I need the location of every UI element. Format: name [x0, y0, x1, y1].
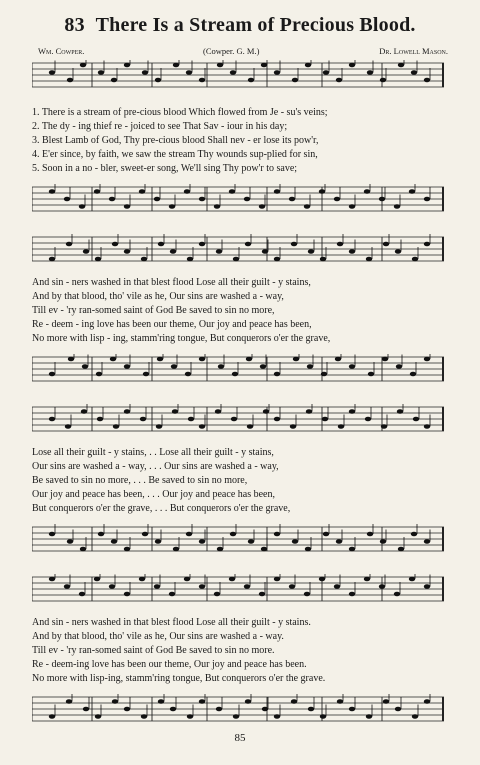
staff-lines	[32, 184, 444, 214]
lyric-line: Our sins are washed a - way, . . . Our sins are washed a - way,	[32, 461, 279, 472]
lyric-line: Our joy and peace has been, . . . Our joy and peace has been,	[32, 489, 275, 500]
bass-staff	[32, 354, 444, 384]
staff-lines	[32, 234, 444, 264]
lyrics-block-2	[32, 276, 444, 346]
hymn-title-row	[0, 14, 480, 37]
staff-lines	[32, 574, 444, 604]
lyric-line: And by that blood, tho' vile as he, Our sins are washed a - way.	[32, 631, 284, 642]
lyric-line: 3. Blest Lamb of God, Thy pre-cious blood Shall nev - er lose its pow'r,	[32, 135, 319, 146]
lyrics-block-3	[32, 446, 444, 516]
lyric-line: But conquerors o'er the grave, . . . But conquerors o'er the grave,	[32, 503, 291, 514]
lyric-line: Re - deem - ing love has been our theme, Our joy and peace has been,	[32, 319, 312, 330]
staff-lines	[32, 60, 444, 90]
hymn-number: 83	[64, 14, 85, 36]
hymn-title: There Is a Stream of Precious Blood.	[95, 14, 416, 36]
staff-lines	[32, 524, 444, 554]
tune-name: (Cowper. G. M.)	[203, 46, 260, 56]
lyric-line: No more with lisp - ing, stamm'ring tongue, But conquerors o'er the grave,	[32, 333, 331, 344]
treble-staff	[32, 574, 444, 604]
lyric-line: And by that blood, tho' vile as he, Our sins are washed a - way,	[32, 291, 284, 302]
treble-staff	[32, 404, 444, 434]
lyric-line: Re - deem-ing love has been our theme, Our joy and peace has been.	[32, 659, 307, 670]
music-credit: Dr. Lowell Mason.	[379, 46, 448, 56]
bass-staff	[32, 694, 444, 724]
lyric-line: 4. E'er since, by faith, we saw the stream Thy wounds sup-plied for sin,	[32, 149, 318, 160]
staff-lines	[32, 404, 444, 434]
lyric-line: Till ev - 'ry ran-somed saint of God Be saved to sin no more.	[32, 645, 275, 656]
lyric-line: Be saved to sin no more, . . . Be saved to sin no more,	[32, 475, 248, 486]
lyric-line: And sin - ners washed in that blest flood Lose all their guilt - y stains.	[32, 617, 311, 628]
lyric-line: And sin - ners washed in that blest flood Lose all their guilt - y stains,	[32, 277, 311, 288]
lyric-line: 1. There is a stream of pre-cious blood Which flowed from Je - su's veins;	[32, 107, 328, 118]
words-credit: Wm. Cowper.	[38, 46, 85, 56]
lyrics-block-4	[32, 616, 444, 686]
treble-staff	[32, 234, 444, 264]
bass-staff	[32, 184, 444, 214]
lyric-line: 2. The dy - ing thief re - joiced to see That Sav - iour in his day;	[32, 121, 288, 132]
staff-lines	[32, 354, 444, 384]
lyric-line: Lose all their guilt - y stains, . . Lose all their guilt - y stains,	[32, 447, 274, 458]
lyric-line: No more with lisp-ing, stamm'ring tongue, But conquerors o'er the grave.	[32, 673, 326, 684]
page-number: 85	[234, 732, 246, 744]
treble-staff	[32, 60, 444, 90]
lyric-line: Till ev - 'ry ran-somed saint of God Be saved to sin no more,	[32, 305, 275, 316]
bass-staff	[32, 524, 444, 554]
lyrics-block-1	[32, 106, 444, 176]
staff-lines	[32, 694, 444, 724]
lyric-line: 5. Soon in a no - bler, sweet-er song, We'll sing Thy pow'r to save;	[32, 163, 298, 174]
